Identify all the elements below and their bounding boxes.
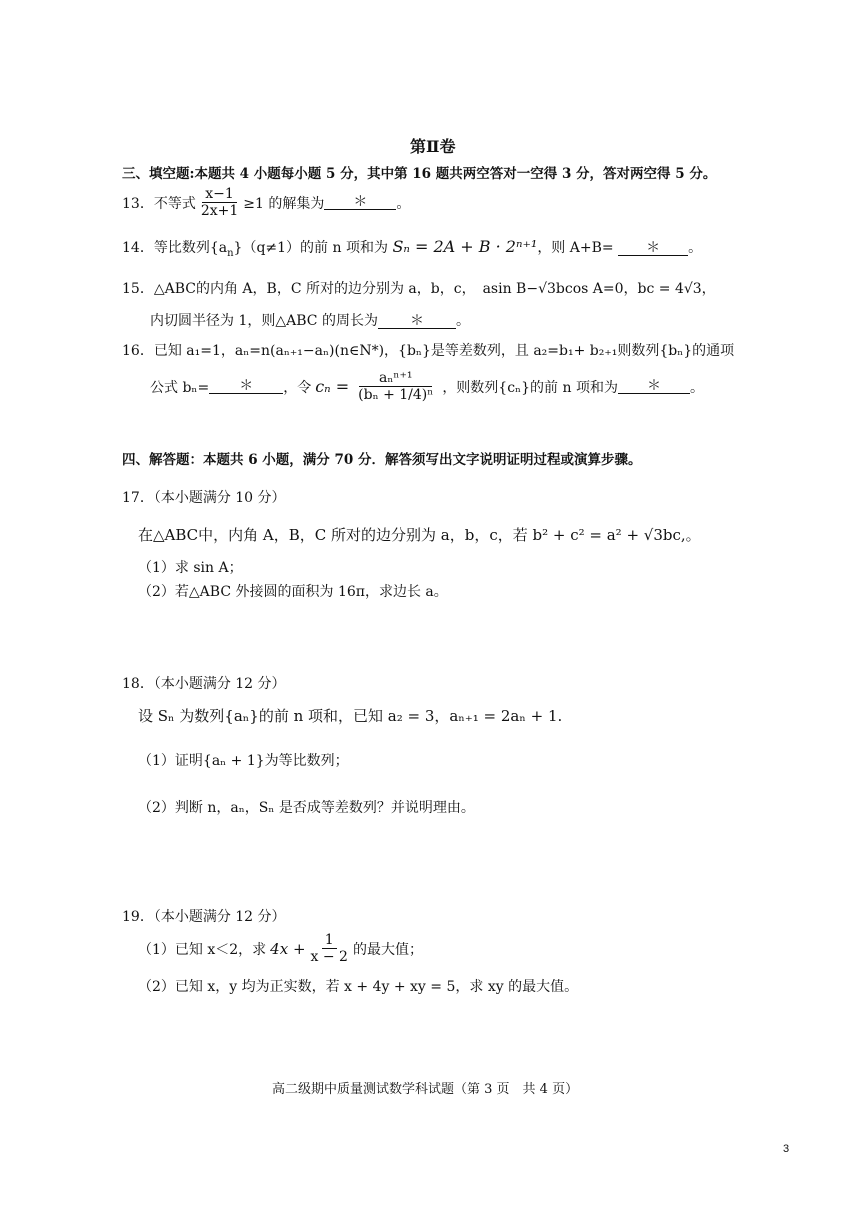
q19-part1 bbox=[138, 932, 423, 965]
q16-end: 。 bbox=[689, 379, 704, 396]
q17-part2: （2）若△ABC 外接圆的面积为 16π，求边长 a。 bbox=[138, 584, 448, 600]
q14-sub: n bbox=[227, 247, 234, 259]
question-16-line2 bbox=[150, 370, 704, 403]
q13-fraction bbox=[198, 186, 241, 219]
q18-title: 18．（本小题满分 12 分） bbox=[122, 676, 286, 692]
q18-part1: （1）证明{aₙ + 1}为等比数列； bbox=[138, 753, 349, 769]
q16-line2a: 公式 bₙ= bbox=[150, 379, 210, 396]
q16-line1: 已知 a₁=1，aₙ=n(aₙ₊₁−aₙ)(n∈N*)，{bₙ}是等差数列，且 a₂=b₁+ b₂₊₁则数列{bₙ}的通项 bbox=[153, 343, 735, 359]
q17-stem: 在△ABC中，内角 A，B，C 所对的边分别为 a，b，c，若 b² + c² = a² + √3bc,。 bbox=[138, 526, 701, 544]
q13-frac-num: x−1 bbox=[202, 186, 237, 203]
q19-frac-num: 1 bbox=[322, 932, 337, 949]
question-14 bbox=[122, 237, 702, 259]
q14-text1: 等比数列{a bbox=[153, 240, 228, 256]
q13-pre: 不等式 bbox=[153, 195, 196, 212]
q19-part2: （2）已知 x，y 均为正实数，若 x + 4y + xy = 5，求 xy 的最大值。 bbox=[138, 979, 579, 995]
q15-line1: △ABC的内角 A，B，C 所对的边分别为 a，b，c， asin B−√3bcos A=0，bc = 4√3， bbox=[153, 281, 716, 297]
q17-part1: （1）求 sin A； bbox=[138, 560, 243, 576]
q15-end: 。 bbox=[455, 313, 470, 329]
q15-answer-blank[interactable]: ＊ bbox=[378, 314, 456, 329]
q14-number: 14． bbox=[122, 240, 154, 256]
q14-end: 。 bbox=[688, 240, 703, 256]
q16-answer-blank-1[interactable]: ＊ bbox=[209, 379, 283, 394]
q19-p1-expr: 4x + bbox=[270, 939, 306, 958]
q16-frac-num: aₙⁿ⁺¹ bbox=[359, 370, 432, 387]
q14-answer-blank[interactable]: ＊ bbox=[618, 241, 688, 256]
q19-fraction bbox=[308, 932, 351, 965]
question-16 bbox=[122, 340, 734, 360]
section-title: 第Ⅱ卷 bbox=[410, 137, 456, 156]
question-13 bbox=[122, 186, 410, 219]
q16-cn: cₙ = bbox=[315, 377, 350, 396]
q13-post: ≥1 的解集为 bbox=[243, 195, 325, 212]
q16-frac-den: (bₙ + 1/4)ⁿ bbox=[358, 387, 434, 403]
q14-text3: ，则 A+B= bbox=[537, 240, 614, 256]
question-15-line2 bbox=[150, 310, 470, 330]
q19-title: 19．（本小题满分 12 分） bbox=[122, 909, 286, 925]
q18-part2: （2）判断 n，aₙ，Sₙ 是否成等差数列？并说明理由。 bbox=[138, 800, 475, 816]
q16-line2c: ，则数列{cₙ}的前 n 项和为 bbox=[442, 379, 618, 396]
q18-stem: 设 Sₙ 为数列{aₙ}的前 n 项和，已知 a₂ = 3，aₙ₊₁ = 2aₙ + 1. bbox=[138, 707, 563, 725]
page-footer: 高二级期中质量测试数学科试题（第 3 页 共 4 页） bbox=[272, 1082, 579, 1097]
q16-number: 16． bbox=[122, 343, 154, 359]
page-number: 3 bbox=[783, 1143, 790, 1155]
q19-p1-pre: （1）已知 x＜2，求 bbox=[138, 941, 267, 958]
q13-end: 。 bbox=[396, 195, 411, 212]
q13-answer-blank[interactable]: ＊ bbox=[324, 195, 396, 210]
q16-fraction bbox=[355, 370, 436, 403]
q19-frac-den: x − 2 bbox=[310, 949, 348, 965]
part3-heading: 三、填空题:本题共 4 小题每小题 5 分，其中第 16 题共两空答对一空得 3 分，答对两空得 5 分。 bbox=[122, 166, 717, 182]
question-15 bbox=[122, 278, 716, 298]
q17-title: 17．（本小题满分 10 分） bbox=[122, 490, 286, 506]
q15-number: 15． bbox=[122, 281, 154, 297]
q16-line2b: ，令 bbox=[283, 379, 312, 396]
q16-answer-blank-2[interactable]: ＊ bbox=[618, 379, 690, 394]
q14-text2: }（q≠1）的前 n 项和为 bbox=[233, 240, 388, 256]
q13-number: 13． bbox=[122, 195, 154, 212]
q13-frac-den: 2x+1 bbox=[200, 203, 239, 219]
part4-heading: 四、解答题：本题共 6 小题，满分 70 分．解答须写出文字说明证明过程或演算步骤。 bbox=[122, 452, 642, 468]
q15-line2: 内切圆半径为 1，则△ABC 的周长为 bbox=[150, 313, 378, 329]
q14-formula: Sₙ = 2A + B · 2ⁿ⁺¹ bbox=[392, 237, 538, 256]
q19-p1-post: 的最大值； bbox=[352, 941, 423, 958]
